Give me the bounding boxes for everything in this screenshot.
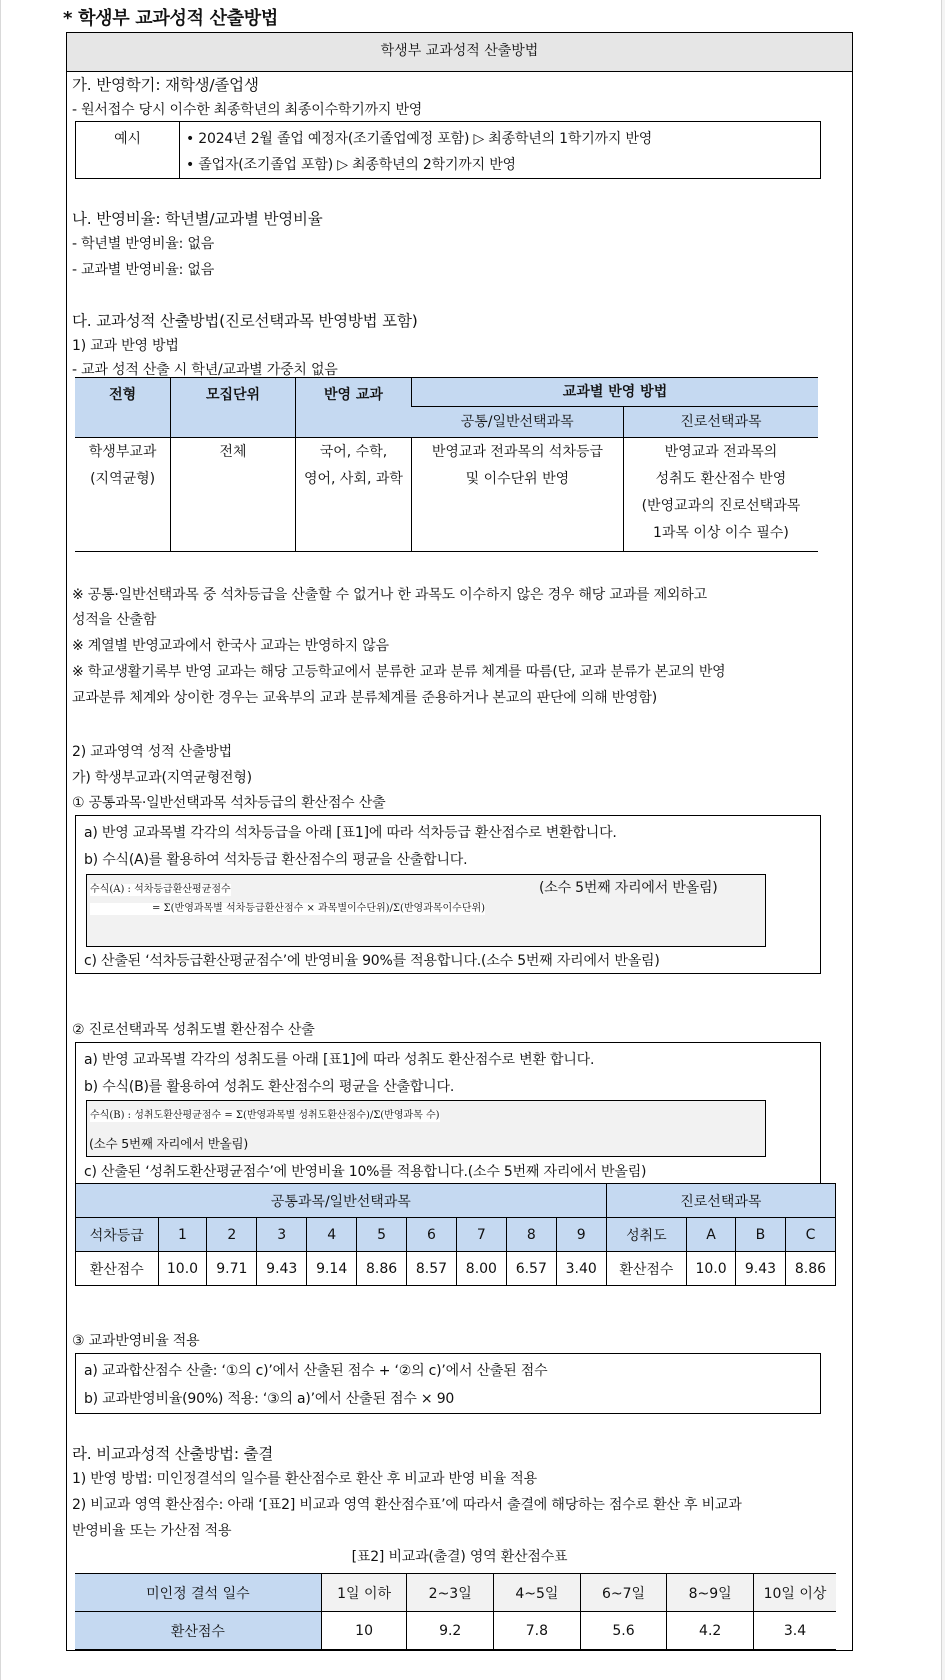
th-attendance-score: 환산점수: [75, 1612, 321, 1650]
cell-subjects-line: 영어, 사회, 과학: [303, 471, 403, 487]
score-cell: 8.00: [456, 1252, 506, 1286]
section-ra-line-1: 1) 반영 방법: 미인정결석의 일수를 환산점수로 환산 후 비교과 반영 비율 적용: [72, 1471, 537, 1487]
step3-b: b) 교과반영비율(90%) 적용: ‘③의 a)’에서 산출된 점수 × 90: [84, 1391, 455, 1407]
section-da-heading: 다. 교과성적 산출방법(진로선택과목 반영방법 포함): [72, 312, 418, 330]
section-da-sub1-line: - 교과 성적 산출 시 학년/교과별 가중치 없음: [72, 362, 338, 378]
grade-cell: 4: [307, 1218, 357, 1252]
achievement-cell: C: [785, 1218, 835, 1252]
example-item-2: • 졸업자(조기졸업 포함) ▷ 최종학년의 2학기까지 반영: [186, 157, 516, 173]
attendance-score-cell: 9.2: [407, 1612, 494, 1650]
score-cell: 9.43: [257, 1252, 307, 1286]
subject-method-table: [75, 377, 818, 552]
note-1: ※ 공통·일반선택과목 중 석차등급을 산출할 수 없거나 한 과목도 이수하지 않은 경우 해당 교과를 제외하고: [72, 587, 707, 603]
th-type: 전형: [75, 378, 171, 438]
formula-a-line-1: 수식(A) : 석차등급환산평균점수: [90, 884, 231, 895]
step2-c: c) 산출된 ‘성취도환산평균점수’에 반영비율 10%를 적용합니다.(소수 5번째 자리에서 반올림): [84, 1164, 647, 1180]
days-cell: 6~7일: [580, 1574, 667, 1612]
cell-type-line: (지역균형): [90, 471, 156, 487]
th-general-group: 공통과목/일반선택과목: [76, 1184, 607, 1218]
formula-b-note: (소수 5번째 자리에서 반올림): [89, 1136, 249, 1151]
th-unit: 모집단위: [171, 378, 296, 438]
attendance-score-cell: 4.2: [667, 1612, 754, 1650]
table2-caption: [표2] 비교과(출결) 영역 환산점수표: [351, 1549, 568, 1565]
days-cell: 4~5일: [494, 1574, 581, 1612]
note-3-cont: 교과분류 체계와 상이한 경우는 교육부의 교과 분류체계를 준용하거나 본교의 판단에 의해 반영함): [72, 690, 657, 706]
attendance-score-cell: 3.4: [754, 1612, 837, 1650]
step3-a: a) 교과합산점수 산출: ‘①의 c)’에서 산출된 점수 + ‘②의 c)’에서 산출된 점수: [84, 1363, 548, 1379]
formula-b-box: [86, 1100, 766, 1157]
grade-cell: 7: [456, 1218, 506, 1252]
section-da-sub2: 2) 교과영역 성적 산출방법: [72, 744, 232, 760]
step1-box: [75, 815, 821, 974]
formula-a-note: (소수 5번째 자리에서 반올림): [539, 880, 718, 896]
formula-a: [90, 877, 485, 915]
grade-cell: 6: [407, 1218, 457, 1252]
formula-b-line-1: 수식(B) : 성취도환산평균점수 = Σ(반영과목별 성취도환산점수)/Σ(반영과목 수): [90, 1110, 440, 1121]
formula-a-line-2: [90, 903, 485, 915]
cell-career-line: (반영교과의 진로선택과목: [641, 498, 801, 514]
scrollbar-edge: [941, 0, 945, 1680]
cell-career-line: 반영교과 전과목의: [664, 444, 778, 460]
page-edge-left: [0, 0, 1, 1680]
achievement-cell: B: [736, 1218, 786, 1252]
cell-general-line: 반영교과 전과목의 석차등급: [431, 444, 604, 460]
section-na-line-1: - 학년별 반영비율: 없음: [72, 236, 215, 252]
step1-c: c) 산출된 ‘석차등급환산평균점수’에 반영비율 90%를 적용합니다.(소수 5번째 자리에서 반올림): [84, 953, 660, 969]
grade-cell: 1: [158, 1218, 207, 1252]
achievement-cell: A: [687, 1218, 736, 1252]
achievement-score-cell: 10.0: [687, 1252, 736, 1286]
example-box: [75, 121, 821, 179]
th-absence-days: 미인정 결석 일수: [75, 1574, 321, 1612]
cell-career-line: 성취도 환산점수 반영: [655, 471, 787, 487]
grade-cell: 8: [506, 1218, 556, 1252]
note-2: ※ 계열별 반영교과에서 한국사 교과는 반영하지 않음: [72, 638, 389, 654]
attendance-score-cell: 5.6: [580, 1612, 667, 1650]
achievement-score-cell: 9.43: [736, 1252, 786, 1286]
score-cell: 8.57: [407, 1252, 457, 1286]
cell-type-line: 학생부교과: [88, 444, 157, 460]
th-achievement-score: 환산점수: [606, 1252, 686, 1286]
section-ra-line-2-cont: 반영비율 또는 가산점 적용: [72, 1523, 232, 1539]
attendance-score-cell: 7.8: [494, 1612, 581, 1650]
step1-b: b) 수식(A)를 활용하여 석차등급 환산점수의 평균을 산출합니다.: [84, 852, 468, 868]
section-ra-heading: 라. 비교과성적 산출방법: 출결: [72, 1445, 274, 1463]
step3-box: [75, 1353, 821, 1414]
achievement-score-cell: 8.86: [785, 1252, 835, 1286]
grade-cell: 5: [357, 1218, 407, 1252]
note-3: ※ 학교생활기록부 반영 교과는 해당 고등학교에서 분류한 교과 분류 체계를 따름(단, 교과 분류가 본교의 반영: [72, 664, 726, 680]
conversion-score-table: [75, 1183, 836, 1286]
grade-cell: 3: [257, 1218, 307, 1252]
th-method: 교과별 반영 방법: [412, 378, 818, 407]
attendance-score-table: [75, 1573, 836, 1650]
score-cell: 10.0: [158, 1252, 207, 1286]
section-ra-line-2: 2) 비교과 영역 환산점수: 아래 ‘[표2] 비교과 영역 환산점수표’에 따라서 출결에 해당하는 점수로 환산 후 비교과: [72, 1497, 742, 1513]
formula-a-box: [86, 874, 766, 947]
days-cell: 2~3일: [407, 1574, 494, 1612]
score-cell: 9.14: [307, 1252, 357, 1286]
step2-title: ② 진로선택과목 성취도별 환산점수 산출: [72, 1022, 315, 1038]
cell-general: [412, 438, 624, 552]
cell-unit-text: 전체: [219, 444, 247, 460]
th-career-group: 진로선택과목: [606, 1184, 835, 1218]
step2-box: [75, 1042, 821, 1184]
example-label-cell: [76, 122, 180, 178]
section-da-sub1: 1) 교과 반영 방법: [72, 338, 179, 354]
cell-general-line: 및 이수단위 반영: [465, 471, 570, 487]
step2-a: a) 반영 교과목별 각각의 성취도를 아래 [표1]에 따라 성취도 환산점수로 변환 합니다.: [84, 1052, 595, 1068]
step1-a: a) 반영 교과목별 각각의 석차등급을 아래 [표1]에 따라 석차등급 환산점수로 변환합니다.: [84, 825, 617, 841]
th-achievement: 성취도: [606, 1218, 686, 1252]
section-ga-heading: 가. 반영학기: 재학생/졸업생: [72, 76, 259, 94]
formula-b: [90, 1103, 440, 1122]
note-1-cont: 성적을 산출함: [72, 612, 157, 628]
score-cell: 3.40: [556, 1252, 606, 1286]
score-cell: 6.57: [506, 1252, 556, 1286]
step3-title: ③ 교과반영비율 적용: [72, 1333, 200, 1349]
th-score: 환산점수: [76, 1252, 159, 1286]
score-cell: 9.71: [207, 1252, 257, 1286]
grade-cell: 2: [207, 1218, 257, 1252]
section-na-heading: 나. 반영비율: 학년별/교과별 반영비율: [72, 210, 323, 228]
section-ga-line: - 원서접수 당시 이수한 최종학년의 최종이수학기까지 반영: [72, 102, 423, 118]
th-subjects: 반영 교과: [295, 378, 411, 438]
cell-type: [75, 438, 171, 552]
container-header: 학생부 교과성적 산출방법: [67, 33, 852, 72]
th-general: 공통/일반선택과목: [412, 407, 624, 438]
attendance-score-cell: 10: [321, 1612, 407, 1650]
step2-b: b) 수식(B)를 활용하여 성취도 환산점수의 평균을 산출합니다.: [84, 1079, 455, 1095]
document-title: * 학생부 교과성적 산출방법: [63, 8, 278, 29]
days-cell: 10일 이상: [754, 1574, 837, 1612]
cell-unit: [171, 438, 296, 552]
section-da-sub2-ga: 가) 학생부교과(지역균형전형): [72, 770, 252, 786]
step1-title: ① 공통과목·일반선택과목 석차등급의 환산점수 산출: [72, 795, 386, 811]
days-cell: 1일 이하: [321, 1574, 407, 1612]
example-label: 예시: [114, 131, 141, 147]
th-grade: 석차등급: [76, 1218, 159, 1252]
cell-career-line: 1과목 이상 이수 필수): [652, 525, 789, 541]
cell-subjects: [295, 438, 411, 552]
method-container: [66, 32, 853, 1651]
formula-a-expression: = Σ(반영과목별 석차등급환산점수 × 과목별이수단위)/Σ(반영과목이수단위): [152, 903, 486, 914]
cell-career: [623, 438, 818, 552]
grade-cell: 9: [556, 1218, 606, 1252]
example-item-1: • 2024년 2월 졸업 예정자(조기졸업예정 포함) ▷ 최종학년의 1학기까지 반영: [186, 131, 653, 147]
cell-subjects-line: 국어, 수학,: [319, 444, 388, 460]
section-na-line-2: - 교과별 반영비율: 없음: [72, 262, 215, 278]
days-cell: 8~9일: [667, 1574, 754, 1612]
th-career: 진로선택과목: [623, 407, 818, 438]
score-cell: 8.86: [357, 1252, 407, 1286]
